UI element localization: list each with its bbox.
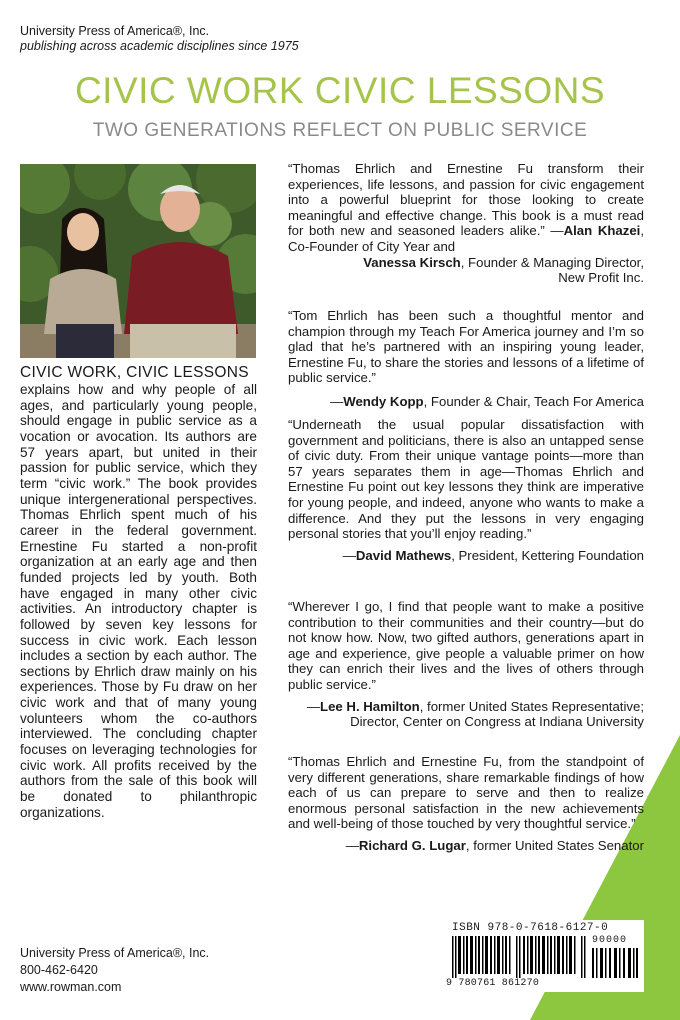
quote-author-role: , former United States Representative; bbox=[419, 698, 644, 714]
endorsement-kopp bbox=[288, 308, 644, 410]
quote-author-role-2: Director, Center on Congress at Indiana University bbox=[350, 714, 644, 730]
book-title: CIVIC WORK CIVIC LESSONS bbox=[74, 70, 606, 111]
book-description bbox=[20, 364, 257, 820]
publisher-website: www.rowman.com bbox=[20, 980, 122, 994]
quote-dash: — bbox=[345, 837, 359, 853]
quote-author-2-org: New Profit Inc. bbox=[558, 270, 644, 286]
publisher-tagline: publishing across academic disciplines since 1975 bbox=[20, 39, 299, 53]
publisher-phone: 800-462-6420 bbox=[20, 963, 98, 977]
quote-attribution bbox=[288, 838, 644, 854]
quote-author-role: , Co-Founder of City Year and bbox=[288, 223, 644, 254]
publisher-bottom bbox=[20, 945, 209, 996]
barcode-bars bbox=[452, 936, 588, 978]
publisher-name-bottom: University Press of America®, Inc. bbox=[20, 946, 210, 960]
quote-dash: — bbox=[330, 393, 344, 409]
endorsement-khazei-kirsch bbox=[288, 161, 644, 286]
price-barcode-bars bbox=[592, 948, 640, 978]
quote-attribution bbox=[288, 394, 644, 410]
description-body: explains how and why people of all ages, and particularly young people, should engage in public service as a vocation or avocation. Its authors are 57 years apart, but united in their passion for public service, which they term “civic work.” The book provides unique intergenerational perspectives. Thomas Ehrlich spent much of his career in the federal government. Ernestine Fu started a non-profit organization at an early age and then funded projects led by youth. Both have engaged in many other civic activities. An introductory chapter is followed by seven key lessons for success in civic work. Each lesson includes a section by each author. The sections by Ehrlich draw mainly on his experiences. Those by Fu draw on her civic work and that of many young volunteers whom the co-authors interviewed. The concluding chapter focuses on leveraging technologies for civic work. All profits received by the authors from the sale of this book will be donated to philanthropic organizations. bbox=[20, 382, 257, 820]
isbn-barcode bbox=[444, 920, 644, 992]
endorsement-lugar bbox=[288, 754, 644, 854]
quote-author: Wendy Kopp bbox=[343, 393, 424, 409]
publisher-top bbox=[20, 24, 299, 54]
quote-text: “Underneath the usual popular dissatisfaction with government and politicians, there is also an untapped sense of civic duty. From their unique vantage points—more than 57 years separates them in age—Thomas Ehrlich and Ernestine Fu point out key lessons they think are imperative for young people, and indeed, anyone who wants to make a difference. And they put the lessons in very engaging personal stories that you’ll enjoy reading.” bbox=[288, 417, 644, 542]
quote-text: “Tom Ehrlich has been such a thoughtful mentor and champion through my Teach For America journey and I’m so glad that he’s partnered with an inspiring young leader, Ernestine Fu, to share the stories and lessons of a lifetime of public service.” bbox=[288, 308, 644, 386]
quote-author-2-role: , Founder & Managing Director, bbox=[460, 254, 644, 270]
quote-attribution bbox=[288, 255, 644, 271]
description-book-name: CIVIC WORK, CIVIC LESSONS bbox=[20, 364, 249, 381]
quote-author-role: , President, Kettering Foundation bbox=[451, 547, 644, 563]
quote-author-role: , Founder & Chair, Teach For America bbox=[423, 393, 644, 409]
quote-author-2: Vanessa Kirsch bbox=[363, 254, 461, 270]
quote-author: David Mathews bbox=[355, 547, 452, 563]
authors-photo bbox=[20, 164, 256, 358]
quote-text: “Wherever I go, I find that people want to make a positive contribution to their communities and their country—but do not know how. Now, two gifted authors, generations apart in age and experience, give people a valuable primer on how they can enrich their lives and the lives of others through public service.” bbox=[288, 599, 644, 692]
endorsement-mathews bbox=[288, 417, 644, 563]
publisher-name: University Press of America®, Inc. bbox=[20, 24, 210, 38]
isbn-label: ISBN 978-0-7618-6127-0 bbox=[452, 922, 609, 934]
quote-text: “Thomas Ehrlich and Ernestine Fu, from the standpoint of very different generations, share remarkable findings of how each of us can prepare to serve and then to realize enormous personal satisfaction in the new achievements and well-being of those touched by very thoughtful service.” bbox=[288, 754, 644, 832]
quote-author: Richard G. Lugar bbox=[358, 837, 466, 853]
quote-dash: — bbox=[306, 698, 321, 714]
book-subtitle: TWO GENERATIONS REFLECT ON PUBLIC SERVICE bbox=[92, 120, 588, 141]
quote-attribution bbox=[288, 699, 644, 715]
quote-text: “Thomas Ehrlich and Ernestine Fu transform their experiences, life lessons, and passion for civic engagement into a powerful blueprint for those looking to create meaningful and effective change. This book is a must read for both new and seasoned leaders alike.” — bbox=[288, 161, 644, 239]
barcode-digits: 9 780761 861270 bbox=[446, 978, 540, 989]
quote-author-role: , former United States Senator bbox=[465, 837, 644, 853]
price-code: 90000 bbox=[592, 935, 628, 946]
quote-dash: — bbox=[342, 547, 356, 563]
quote-author: Lee H. Hamilton bbox=[320, 698, 420, 714]
endorsement-hamilton bbox=[288, 599, 644, 730]
quote-attribution bbox=[288, 548, 644, 564]
quote-author: Alan Khazei bbox=[563, 223, 641, 239]
